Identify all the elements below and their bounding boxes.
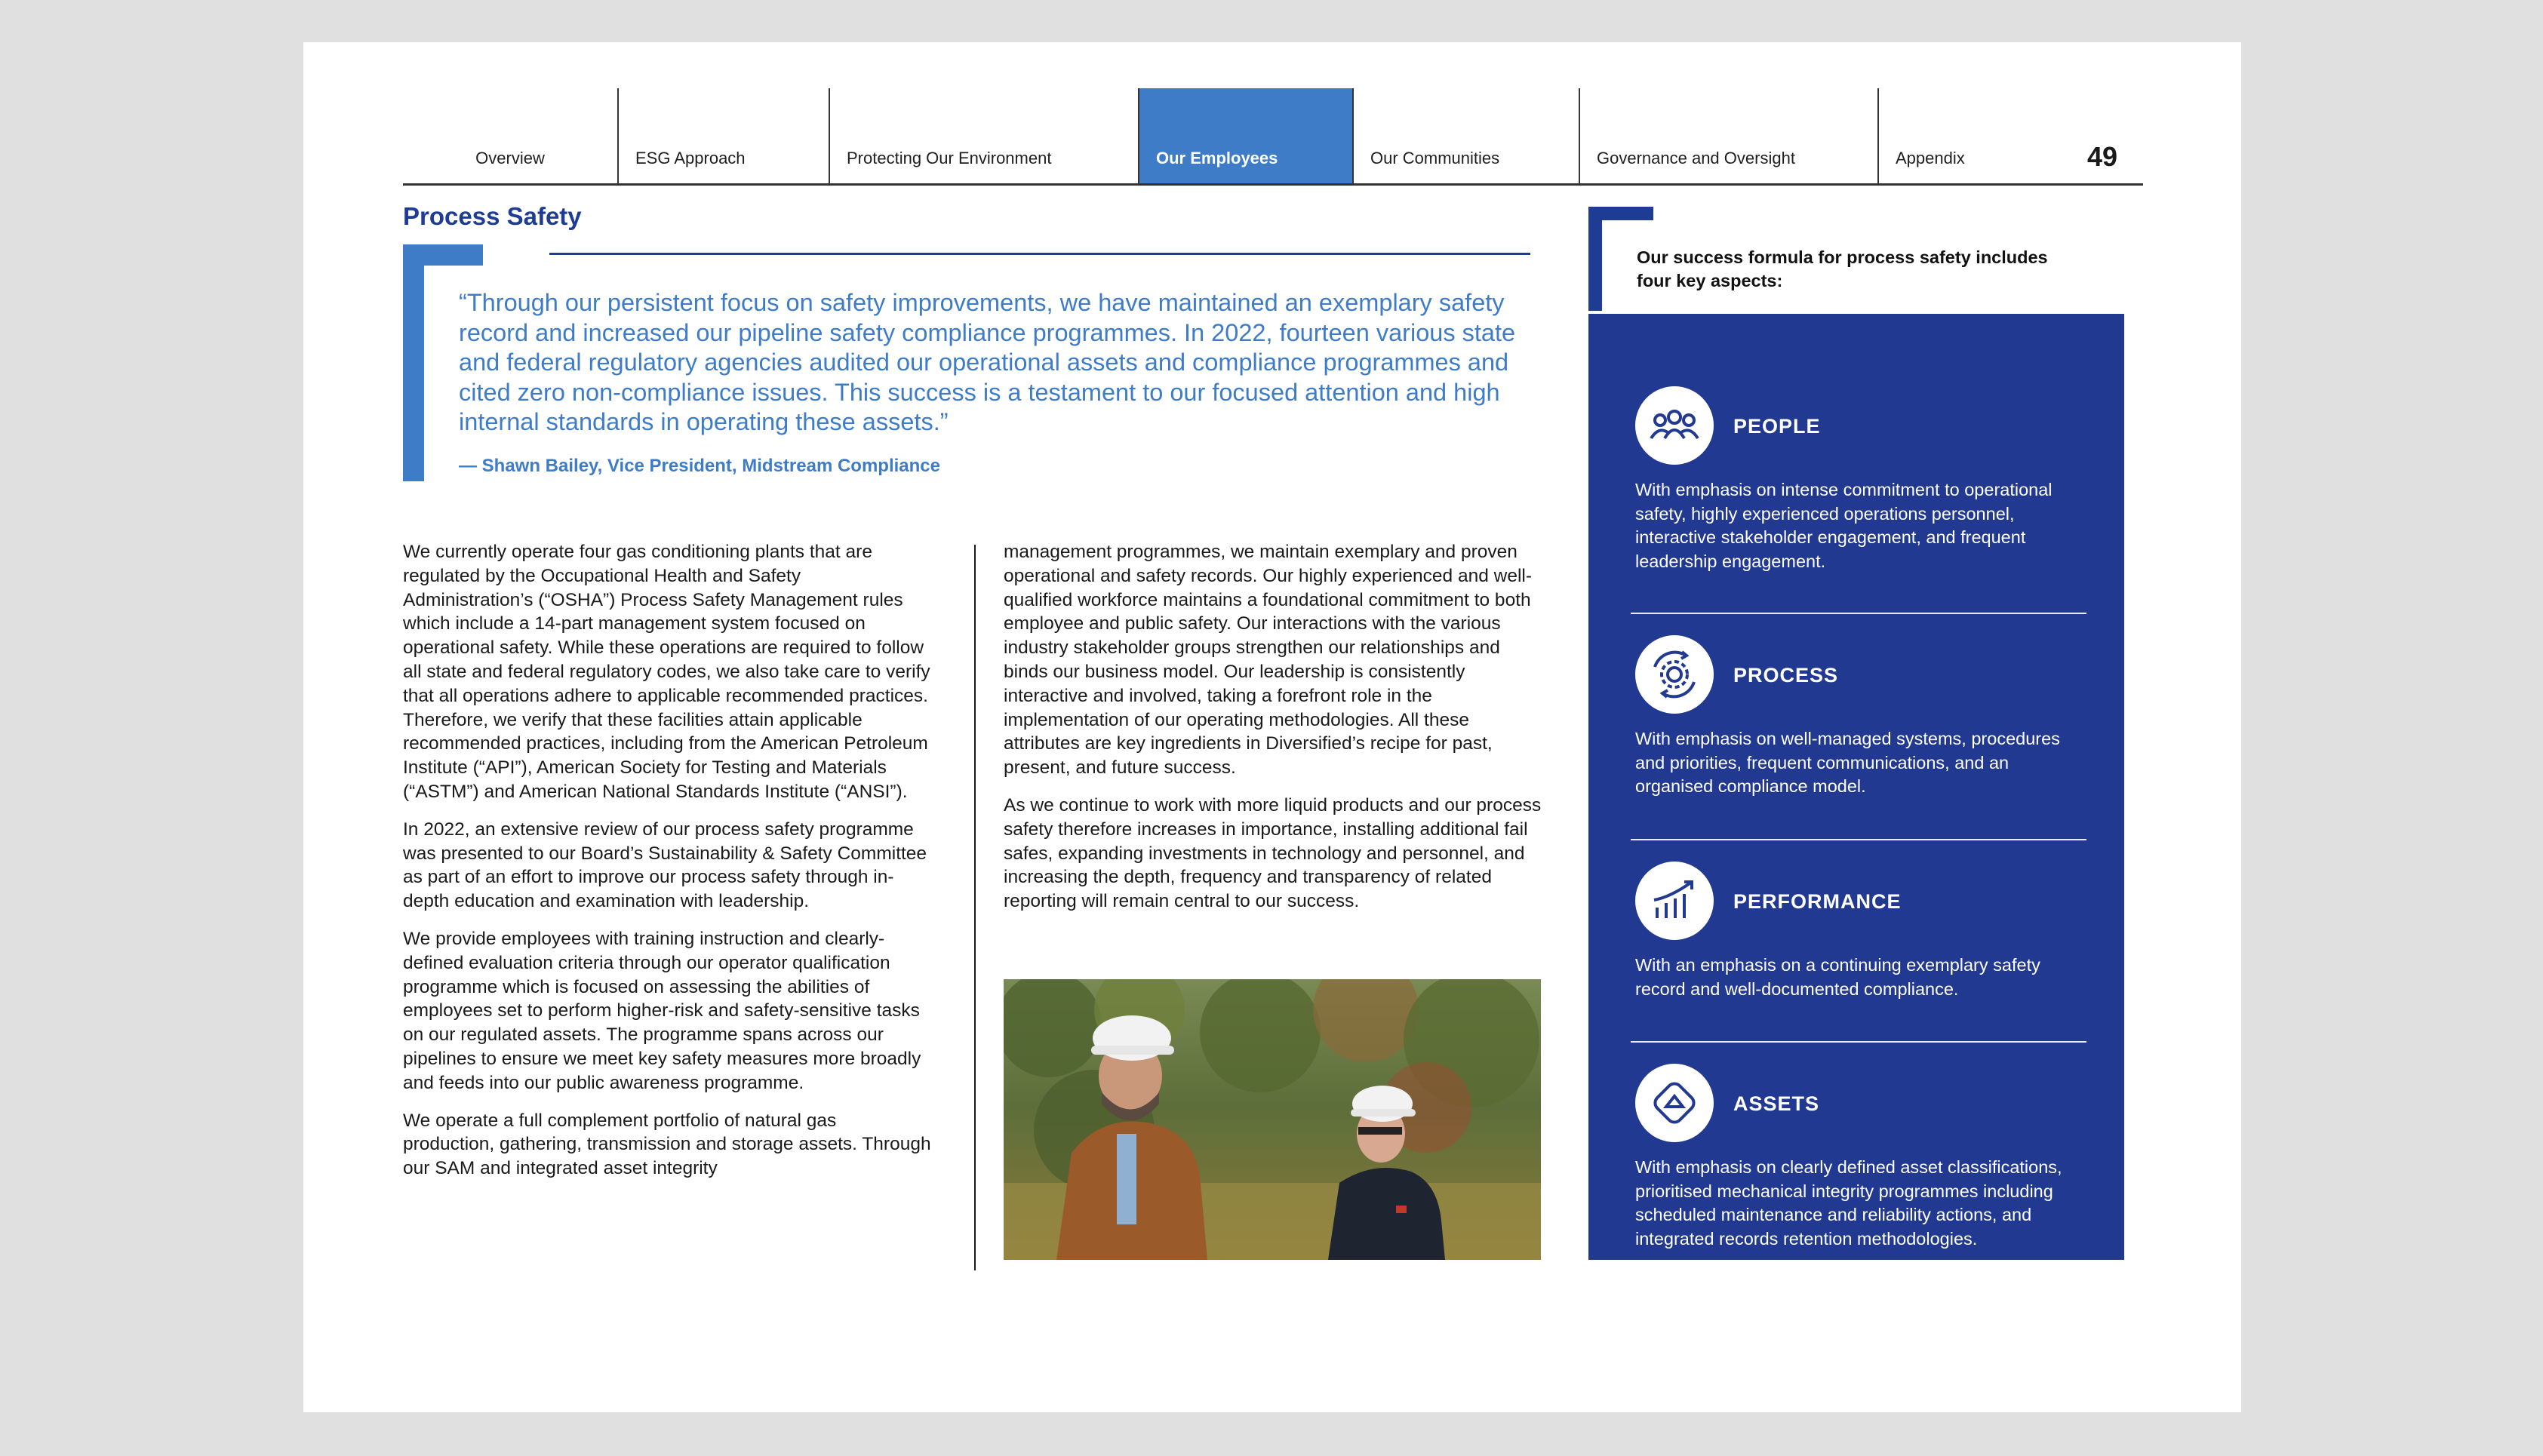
tab-overview[interactable]: Overview xyxy=(475,149,545,167)
pull-quote: “Through our persistent focus on safety improvements, we have maintained an exemplary safety record and increased our pipeline safety compliance programmes. In 2022, fourteen various state and federal regulatory agencies audited our operational assets and compliance programmes and cited zero non-compliance issues. This success is a testament to our focused attention and high internal standards in operating these assets.” xyxy=(459,289,1516,435)
success-formula-panel xyxy=(1588,314,2124,1260)
quote-attribution: — Shawn Bailey, Vice President, Midstream Compliance xyxy=(459,456,940,476)
title-divider xyxy=(549,253,1530,255)
paragraph: We currently operate four gas conditioning plants that are regulated by the Occupational Health and Safety Administration’s (“OSHA”) Process Safety Management rules which include a 14-part management system focused on operational safety. While these operations are required to follow all state and federal regulatory codes, we also take care to verify that all operations adhere to applicable recommended practices. Therefore, we verify that these facilities attain applicable recommended practices, including from the American Petroleum Institute (“API”), American Society for Testing and Materials (“ASTM”) and American National Standards Institute (“ANSI”). xyxy=(403,542,930,802)
paragraph: In 2022, an extensive review of our process safety programme was presented to our Board’s Sustainability & Safety Committee as part of an effort to improve our process safety through in-depth education and examination with leadership. xyxy=(403,819,927,912)
tab-esg-approach[interactable]: ESG Approach xyxy=(617,88,829,183)
aspect-title: PROCESS xyxy=(1733,664,1839,687)
paragraph: management programmes, we maintain exemplary and proven operational and safety records. Our highly experienced and well-qualified workforce maintains a foundational commitment to both employee and public safety. Our interactions with the various industry stakeholder groups strengthen our relationships and binds our business model. Our leadership is consistently interactive and involved, taking a forefront role in the implementation of our operating methodologies. All these attributes are key ingredients in Diversified’s recipe for past, present, and future success. xyxy=(1004,542,1533,779)
assets-diamond-icon xyxy=(1635,1064,1714,1142)
section-nav xyxy=(403,88,2143,186)
people-icon xyxy=(1635,386,1714,465)
aspect-description: With emphasis on intense commitment to operational safety, highly experienced operations personnel, interactive stakeholder engagement, and frequent leadership engagement. xyxy=(1635,480,2053,571)
body-column-left xyxy=(403,540,931,1194)
performance-chart-icon xyxy=(1635,862,1714,940)
process-gear-icon xyxy=(1635,635,1714,714)
tab-our-communities[interactable]: Our Communities xyxy=(1352,88,1579,183)
aspect-title: PERFORMANCE xyxy=(1733,890,1902,913)
paragraph: As we continue to work with more liquid products and our process safety therefore increases in importance, installing additional fail safes, expanding investments in technology and personnel, and increasing the depth, frequency and transparency of related reporting will remain central to our success. xyxy=(1004,794,1542,912)
page-number: 49 xyxy=(2086,141,2117,172)
quote-bracket xyxy=(403,244,424,481)
tab-our-employees[interactable]: Our Employees xyxy=(1138,88,1352,183)
aspect-title: PEOPLE xyxy=(1733,415,1821,438)
report-page xyxy=(303,42,2241,1412)
aspect-divider xyxy=(1631,839,2086,840)
paragraph: We provide employees with training instruction and clearly-defined evaluation criteria through our operator qualification programme which is focused on assessing the abilities of employees set to perform higher-risk and safety-sensitive tasks on our regulated assets. The programme spans across our pipelines to ensure we meet key safety measures more broadly and feeds into our public awareness programme. xyxy=(403,928,921,1093)
aspect-title: ASSETS xyxy=(1733,1092,1820,1115)
sidebar-bracket-top xyxy=(1588,207,1653,220)
tab-protecting-environment[interactable]: Protecting Our Environment xyxy=(829,88,1138,183)
section-title: Process Safety xyxy=(403,202,582,230)
tab-governance-oversight[interactable]: Governance and Oversight xyxy=(1579,88,1877,183)
aspect-description: With emphasis on well-managed systems, procedures and priorities, frequent communications, and an organised compliance model. xyxy=(1635,729,2060,797)
photo-illustration xyxy=(1004,979,1541,1260)
paragraph: We operate a full complement portfolio of natural gas production, gathering, transmission and storage assets. Through our SAM and integrated asset integrity xyxy=(403,1110,931,1179)
aspect-description: With an emphasis on a continuing exemplary safety record and well-documented compliance. xyxy=(1635,955,2040,999)
column-divider xyxy=(974,545,976,1270)
tab-appendix[interactable]: Appendix xyxy=(1877,88,2066,183)
aspect-divider xyxy=(1631,1041,2086,1043)
sidebar-bracket xyxy=(1588,207,1602,311)
quote-bracket-top xyxy=(403,244,483,266)
sidebar-intro: Our success formula for process safety includes four key aspects: xyxy=(1637,247,2048,290)
aspect-description: With emphasis on clearly defined asset classifications, prioritised mechanical integrity programmes including scheduled maintenance and reliability actions, and integrated records retention methodologies. xyxy=(1635,1157,2062,1249)
body-column-right xyxy=(1004,540,1544,927)
aspect-divider xyxy=(1631,613,2086,614)
field-workers-photo xyxy=(1004,979,1541,1260)
